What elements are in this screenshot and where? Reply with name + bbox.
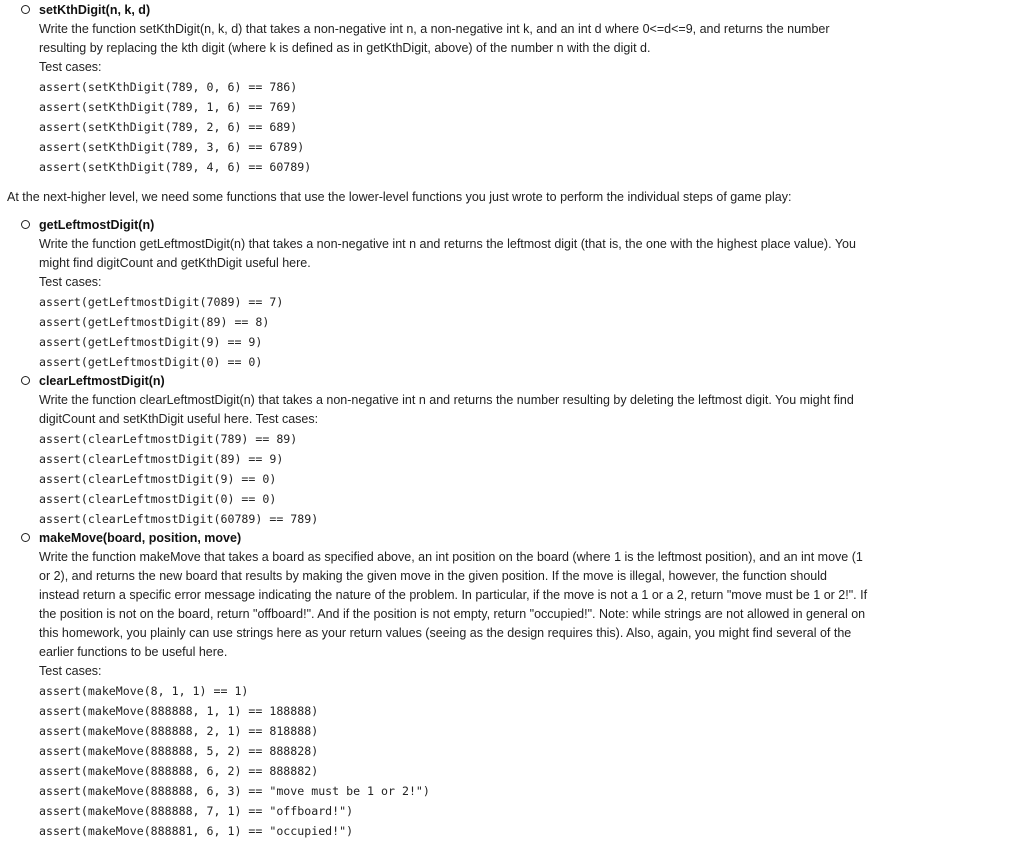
function-description: Write the function setKthDigit(n, k, d) that takes a non-negative int n, a non-negative int k, and an int d where 0<=d<=9, and returns the number resulting by replacing the kth digit (where k is defined as in getKthDigit, above) of the number n with the digit d. xyxy=(39,22,830,55)
bullet-icon xyxy=(21,533,30,542)
function-item-makemove xyxy=(0,529,1019,841)
intro-paragraph: At the next-higher level, we need some functions that use the lower-level functions you just wrote to perform the individual steps of game play: xyxy=(7,190,792,204)
function-title: getLeftmostDigit(n) xyxy=(39,218,155,232)
test-case-line: assert(makeMove(888888, 2, 1) == 818888) xyxy=(39,724,319,738)
function-description: Write the function makeMove that takes a board as specified above, an int position on the board (where 1 is the leftmost position), and an int move (1 or 2), and returns the new board that results by making the given move in the given position. If the move is illegal, however, the function should instead return a specific error message indicating the nature of the problem. In particular, if the move is not a 1 or a 2, return "move must be 1 or 2!". If the position is not on the board, return "offboard!". And if the position is not empty, return "occupied!". Note: while strings are not allowed in general on this homework, you plainly can use strings here as your return values (seeing as the design requires this). Also, again, you might find several of the earlier functions to be useful here. xyxy=(39,550,868,659)
test-case-line: assert(setKthDigit(789, 4, 6) == 60789) xyxy=(39,160,312,174)
function-title: clearLeftmostDigit(n) xyxy=(39,374,165,388)
function-description: Write the function getLeftmostDigit(n) that takes a non-negative int n and returns the leftmost digit (that is, the one with the highest place value). You might find digitCount and getKthDigit useful here. xyxy=(39,237,856,270)
test-case-line: assert(setKthDigit(789, 0, 6) == 786) xyxy=(39,80,298,94)
test-case-line: assert(makeMove(888888, 1, 1) == 188888) xyxy=(39,704,319,718)
test-case-line: assert(getLeftmostDigit(0) == 0) xyxy=(39,355,263,369)
test-cases-label: Test cases: xyxy=(39,60,102,74)
test-case-line: assert(makeMove(8, 1, 1) == 1) xyxy=(39,684,249,698)
test-cases-label: Test cases: xyxy=(39,664,102,678)
bullet-icon xyxy=(21,5,30,14)
function-description: Write the function clearLeftmostDigit(n) that takes a non-negative int n and returns the number resulting by deleting the leftmost digit. You might find digitCount and setKthDigit useful here. Test cases: xyxy=(39,393,854,426)
function-item-clearleftmostdigit xyxy=(0,372,1019,529)
test-case-line: assert(makeMove(888888, 7, 1) == "offboard!") xyxy=(39,804,354,818)
test-case-line: assert(makeMove(888888, 6, 3) == "move must be 1 or 2!") xyxy=(39,784,430,798)
test-case-line: assert(makeMove(888888, 5, 2) == 888828) xyxy=(39,744,319,758)
test-case-line: assert(makeMove(888881, 6, 1) == "occupied!") xyxy=(39,824,354,838)
bullet-icon xyxy=(21,220,30,229)
test-cases-label: Test cases: xyxy=(39,275,102,289)
test-case-line: assert(clearLeftmostDigit(0) == 0) xyxy=(39,492,277,506)
test-case-line: assert(setKthDigit(789, 2, 6) == 689) xyxy=(39,120,298,134)
function-title: setKthDigit(n, k, d) xyxy=(39,3,151,17)
test-case-line: assert(clearLeftmostDigit(89) == 9) xyxy=(39,452,284,466)
test-case-line: assert(setKthDigit(789, 1, 6) == 769) xyxy=(39,100,298,114)
test-case-line: assert(clearLeftmostDigit(789) == 89) xyxy=(39,432,298,446)
test-case-line: assert(makeMove(888888, 6, 2) == 888882) xyxy=(39,764,319,778)
test-case-line: assert(clearLeftmostDigit(9) == 0) xyxy=(39,472,277,486)
bullet-icon xyxy=(21,376,30,385)
function-list-top xyxy=(0,0,1019,177)
function-item-setkthdigit xyxy=(0,1,1019,177)
function-list xyxy=(0,216,1019,841)
function-title: makeMove(board, position, move) xyxy=(39,531,242,545)
test-case-line: assert(getLeftmostDigit(7089) == 7) xyxy=(39,295,284,309)
test-case-line: assert(getLeftmostDigit(9) == 9) xyxy=(39,335,263,349)
test-case-line: assert(getLeftmostDigit(89) == 8) xyxy=(39,315,270,329)
test-case-line: assert(clearLeftmostDigit(60789) == 789) xyxy=(39,512,319,526)
function-item-getleftmostdigit xyxy=(0,216,1019,372)
test-case-line: assert(setKthDigit(789, 3, 6) == 6789) xyxy=(39,140,305,154)
